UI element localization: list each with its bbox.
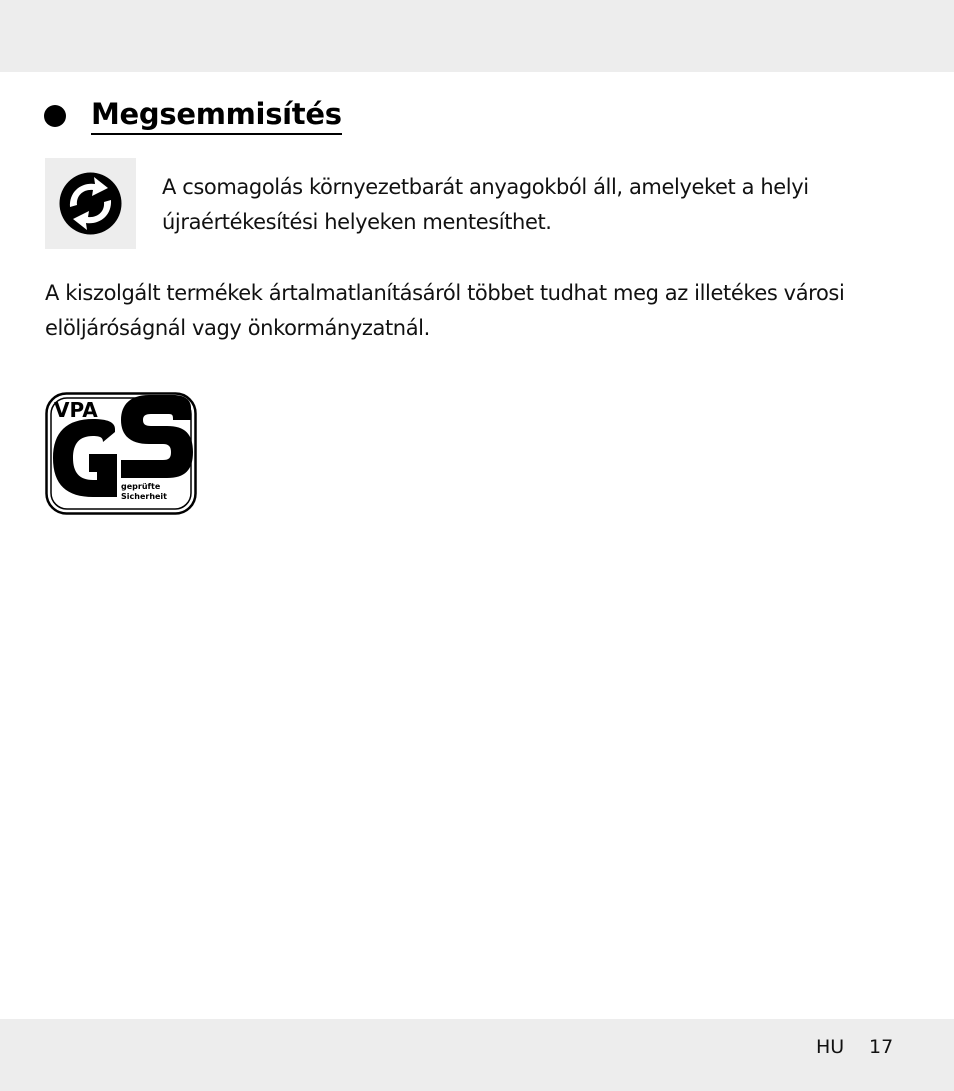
page-number: 17 xyxy=(869,1036,894,1058)
recycle-symbol-box xyxy=(45,158,136,249)
vpa-gs-icon xyxy=(45,392,197,515)
gs-vpa-label: VPA xyxy=(54,398,98,422)
bullet-icon xyxy=(44,105,66,127)
language-code: HU xyxy=(816,1036,845,1058)
gs-label-line2: Sicherheit xyxy=(121,492,167,501)
top-band xyxy=(0,0,954,72)
section-heading xyxy=(44,96,342,136)
bottom-band xyxy=(0,1019,954,1091)
green-dot-recycle-icon xyxy=(58,171,123,236)
packaging-paragraph: A csomagolás környezetbarát anyagokból áll, amelyeket a helyi újraértékesítési helyeken mentesíthet. xyxy=(162,175,809,234)
section-title: Megsemmisítés xyxy=(91,97,342,135)
disposal-paragraph: A kiszolgált termékek ártalmatlanításáról többet tudhat meg az illetékes városi elöljáróságnál vagy önkormányzatnál. xyxy=(45,281,845,340)
gs-certification-mark xyxy=(45,392,197,519)
gs-label-line1: geprüfte xyxy=(121,482,161,491)
